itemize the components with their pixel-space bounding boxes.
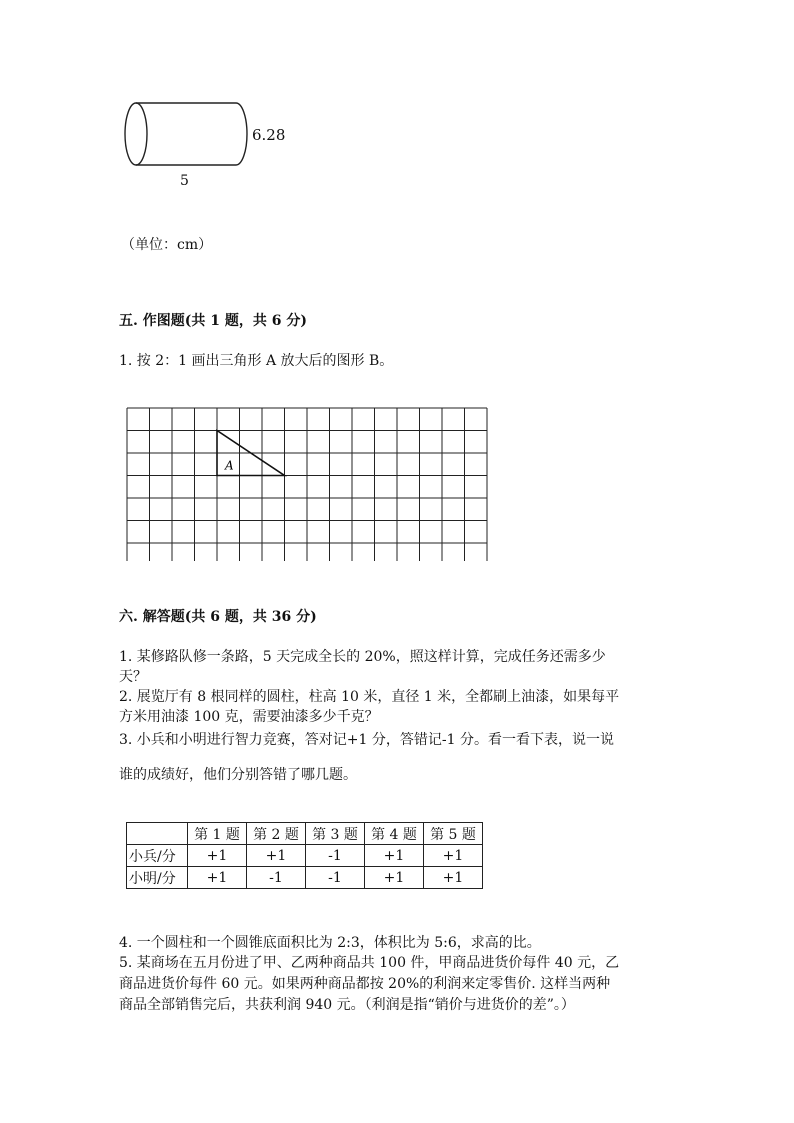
table-cell: -1 (306, 845, 365, 867)
section5-question-1: 1. 按 2：1 画出三角形 A 放大后的图形 B。 (119, 353, 394, 369)
table-cell: +1 (365, 845, 424, 867)
cylinder-left-face (125, 103, 147, 165)
header-cell: 第 4 题 (365, 823, 424, 845)
table-cell: -1 (247, 867, 306, 889)
header-cell: 第 2 题 (247, 823, 306, 845)
question-5-line-1: 5. 某商场在五月份进了甲、乙两种商品共 100 件，甲商品进货价每件 40 元，乙 (119, 955, 620, 971)
table-cell: +1 (188, 867, 247, 889)
question-2-line-2: 方米用油漆 100 克，需要油漆多少千克？ (119, 709, 379, 725)
cylinder-right-face (236, 103, 247, 165)
table-row (127, 867, 483, 889)
header-cell: 第 3 题 (306, 823, 365, 845)
row-label: 小兵/分 (127, 845, 188, 867)
table-cell: +1 (188, 845, 247, 867)
section6-title: 六. 解答题(共 6 题，共 36 分) (119, 609, 317, 625)
cylinder-height-label: 6.28 (252, 126, 286, 144)
table-cell: +1 (247, 845, 306, 867)
header-cell: 第 1 题 (188, 823, 247, 845)
table-cell: +1 (424, 845, 483, 867)
question-1-line-1: 1. 某修路队修一条路，5 天完成全长的 20%，照这样计算，完成任务还需多少 (119, 649, 606, 665)
section5-title: 五. 作图题(共 1 题，共 6 分) (119, 313, 307, 329)
question-1-line-2: 天？ (119, 669, 147, 685)
drawing-grid (126, 407, 490, 561)
question-5-line-3: 商品全部销售完后，共获利润 940 元。（利润是指“销价与进货价的差”。） (119, 997, 575, 1013)
score-table-header (127, 823, 483, 845)
table-row (127, 845, 483, 867)
header-cell: 第 5 题 (424, 823, 483, 845)
question-3-line-1: 3. 小兵和小明进行智力竞赛，答对记+1 分，答错记-1 分。看一看下表，说一说 (119, 732, 614, 748)
question-3-line-2: 谁的成绩好，他们分别答错了哪几题。 (119, 767, 357, 783)
cylinder-figure (118, 96, 258, 176)
table-cell: -1 (306, 867, 365, 889)
question-4: 4. 一个圆柱和一个圆锥底面积比为 2:3，体积比为 5:6，求高的比。 (119, 935, 541, 951)
table-cell: +1 (365, 867, 424, 889)
question-2-line-1: 2. 展览厅有 8 根同样的圆柱，柱高 10 米，直径 1 米，全都刷上油漆，如果每平 (119, 689, 620, 705)
cylinder-length-label: 5 (180, 173, 189, 189)
triangle-a-label: A (225, 458, 234, 473)
question-5-line-2: 商品进货价每件 60 元。如果两种商品都按 20%的利润来定零售价. 这样当两种 (119, 976, 611, 992)
unit-note: （单位：cm） (121, 237, 213, 253)
table-cell: +1 (424, 867, 483, 889)
row-label: 小明/分 (127, 867, 188, 889)
header-cell (127, 823, 188, 845)
score-table (126, 822, 483, 889)
